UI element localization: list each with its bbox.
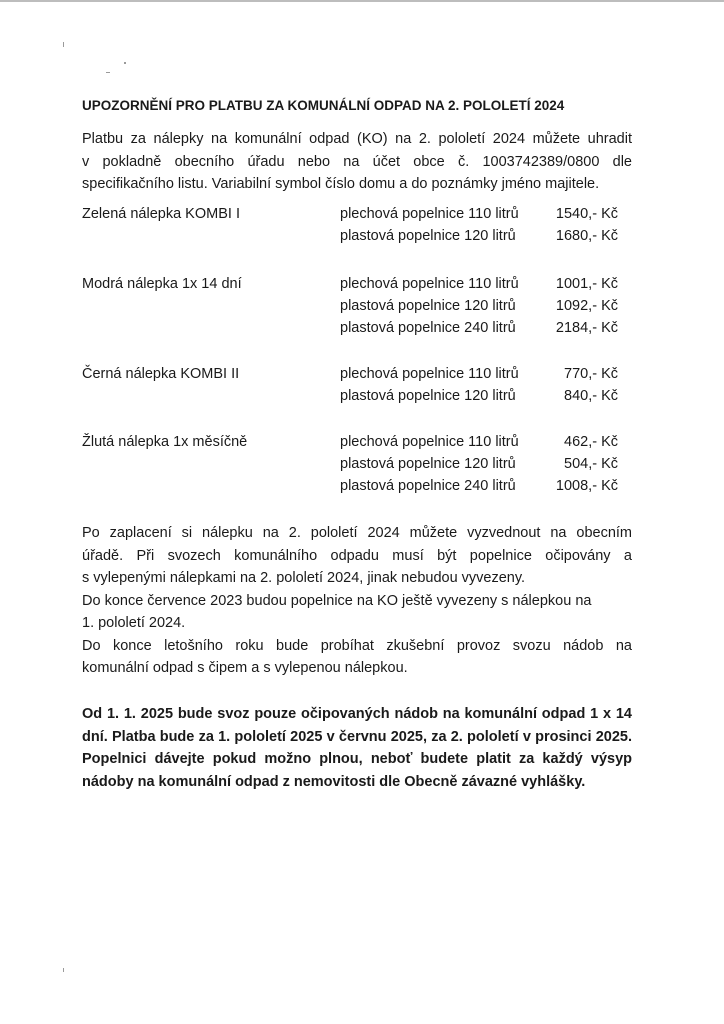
price-row [340,388,618,410]
text-line: nádoby na komunální odpad z nemovitosti dle Obecně závazné vyhlášky. [82,773,586,790]
bin-type: plechová popelnice 110 litrů [340,366,519,382]
new-rules-notice [82,703,632,793]
price-row [340,456,618,478]
scan-top-edge [0,0,724,2]
price-row [340,366,618,388]
price-row [340,298,618,320]
price-row [340,320,618,342]
text-line: Od 1. 1. 2025 bude svoz pouze očipovaných nádob na komunální odpad 1 x 14 [82,706,632,722]
scan-speck [63,42,64,47]
sticker-label: Žlutá nálepka 1x měsíčně [82,434,248,450]
text-line: komunální odpad s čipem a s vylepenou nálepkou. [82,660,408,676]
bin-type: plechová popelnice 110 litrů [340,276,519,292]
price-value: 1092,- Kč [555,298,618,314]
text-line: 1. pololetí 2024. [82,615,186,631]
bin-type: plastová popelnice 240 litrů [340,320,516,336]
bin-type: plastová popelnice 120 litrů [340,388,516,404]
price-row [340,228,618,250]
text-line: Po zaplacení si nálepku na 2. pololetí 2024 můžete vyzvednout na obecním [82,525,632,541]
text-line: v pokladně obecního úřadu nebo na účet obce č. 1003742389/0800 dle [82,153,632,170]
price-value: 504,- Kč [564,456,618,472]
price-value: 462,- Kč [564,434,618,450]
bin-type: plastová popelnice 120 litrů [340,456,516,472]
text-line: specifikačního listu. Variabilní symbol číslo domu a do poznámky jméno majitele. [82,176,600,192]
bin-type: plastová popelnice 240 litrů [340,478,516,494]
pickup-info [82,522,632,680]
sticker-label: Zelená nálepka KOMBI I [82,206,240,222]
text-line: Platbu za nálepky na komunální odpad (KO) na 2. pololetí 2024 můžete uhradit [82,131,632,147]
payment-instructions [82,128,632,196]
price-value: 770,- Kč [564,366,618,382]
price-value: 1540,- Kč [555,206,618,222]
price-value: 1008,- Kč [555,478,618,494]
price-value: 840,- Kč [564,388,618,404]
bin-type: plechová popelnice 110 litrů [340,434,519,450]
bin-type: plechová popelnice 110 litrů [340,206,519,222]
text-line: dní. Platba bude za 1. pololetí 2025 v červnu 2025, za 2. pololetí v prosinci 2025. [82,728,632,745]
price-value: 1001,- Kč [555,276,618,292]
document-title: UPOZORNĚNÍ PRO PLATBU ZA KOMUNÁLNÍ ODPAD NA 2. POLOLETÍ 2024 [82,98,565,113]
sticker-label: Modrá nálepka 1x 14 dní [82,276,242,292]
price-value: 2184,- Kč [555,320,618,336]
price-row [340,434,618,456]
text-line: Do konce letošního roku bude probíhat zkušební provoz svozu nádob na [82,637,632,654]
text-line: Do konce července 2023 budou popelnice na KO ještě vyvezeny s nálepkou na [82,592,592,609]
price-row [340,276,618,298]
scan-speck [124,62,126,64]
sticker-label: Černá nálepka KOMBI II [82,366,240,382]
text-line: Popelnici dávejte pokud možno plnou, neboť budete platit za každý výsyp [82,751,632,767]
bin-type: plastová popelnice 120 litrů [340,298,516,314]
price-row [340,206,618,228]
text-line: úřadě. Při svozech komunálního odpadu musí být popelnice očipovány a [82,547,632,564]
price-value: 1680,- Kč [555,228,618,244]
scan-speck [106,72,110,73]
text-line: s vylepenými nálepkami na 2. pololetí 2024, jinak nebudou vyvezeny. [82,570,526,586]
scan-speck [63,968,64,972]
price-row [340,478,618,500]
bin-type: plastová popelnice 120 litrů [340,228,516,244]
